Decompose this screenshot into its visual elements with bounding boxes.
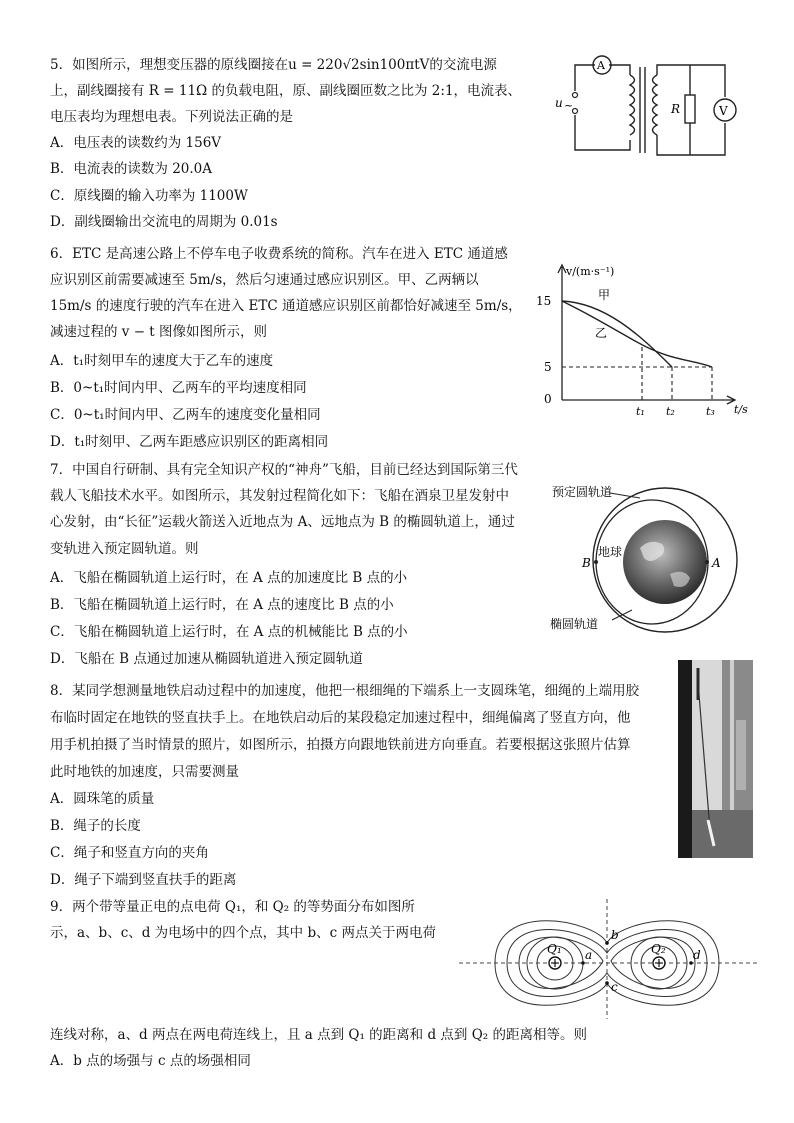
q8-stem-line2: 布临时固定在地铁的竖直扶手上。在地铁启动后的某段稳定加速过程中，细绳偏离了竖直方向，他 (50, 710, 631, 726)
q7-stem-line2: 载人飞船技术水平。如图所示，其发射过程简化如下：飞船在酒泉卫星发射中 (50, 488, 509, 504)
q7-option-b[interactable]: B．飞船在椭圆轨道上运行时，在 A 点的速度比 B 点的小 (50, 597, 394, 613)
x-tick-t1: t₁ (636, 405, 645, 418)
point-b-label: b (611, 928, 619, 942)
series-jia-curve (562, 301, 672, 367)
q9-stem-line1: 9．两个带等量正电的点电荷 Q₁，和 Q₂ 的等势面分布如图所 (50, 899, 415, 915)
q5-option-b[interactable]: B．电流表的读数为 20.0A (50, 161, 213, 177)
q7-stem-line4: 变轨进入预定圆轨道。则 (50, 541, 199, 557)
q7-option-c[interactable]: C．飞船在椭圆轨道上运行时，在 A 点的机械能比 B 点的小 (50, 624, 408, 640)
q6-option-c[interactable]: C．0~t₁时间内甲、乙两车的速度变化量相同 (50, 407, 321, 423)
q9-option-a[interactable]: A．b 点的场强与 c 点的场强相同 (50, 1053, 251, 1069)
subway-photo (678, 660, 753, 858)
q5-stem-line2: 上，副线圈接有 R = 11Ω 的负载电阻，原、副线圈匝数之比为 2:1，电流表、 (50, 83, 522, 99)
q5-option-a[interactable]: A．电压表的读数约为 156V (50, 135, 222, 151)
q8-option-a[interactable]: A．圆珠笔的质量 (50, 791, 155, 807)
q6-option-b[interactable]: B．0~t₁时间内甲、乙两车的平均速度相同 (50, 380, 307, 396)
q5-stem-line1: 5．如图所示，理想变压器的原线圈接在u = 220√2sin100πtV的交流电源 (50, 57, 497, 73)
resistor-label: R (671, 102, 681, 116)
series-jia-label: 甲 (598, 288, 611, 302)
y-tick-5: 5 (544, 360, 552, 374)
q8-stem-line4: 此时地铁的加速度，只需要测量 (50, 764, 239, 780)
q2-label: Q₂ (651, 942, 666, 956)
y-tick-0: 0 (544, 392, 552, 406)
source-label: u (555, 96, 563, 110)
q1-label: Q₁ (547, 942, 562, 956)
earth-image (623, 520, 707, 604)
point-b-label: B (582, 556, 591, 570)
q7-option-a[interactable]: A．飞船在椭圆轨道上运行时，在 A 点的加速度比 B 点的小 (50, 570, 408, 586)
q6-stem-line1: 6．ETC 是高速公路上不停车电子收费系统的简称。汽车在进入 ETC 通道感 (50, 246, 508, 262)
circle-orbit-label: 预定圆轨道 (552, 485, 613, 499)
equipotential-figure (455, 895, 760, 1023)
q6-option-a[interactable]: A．t₁时刻甲车的速度大于乙车的速度 (50, 353, 274, 369)
q7-stem-line3: 心发射，由“长征”运载火箭送入近地点为 A、远地点为 B 的椭圆轨道上，通过 (50, 514, 515, 530)
q5-option-d[interactable]: D．副线圈输出交流电的周期为 0.01s (50, 214, 278, 230)
q6-stem-line3: 15m/s 的速度行驶的汽车在进入 ETC 通道感应识别区前都恰好减速至 5m/s， (50, 298, 522, 314)
ellipse-orbit-label: 椭圆轨道 (550, 617, 599, 631)
q5-option-c[interactable]: C．原线圈的输入功率为 1100W (50, 188, 248, 204)
q6-stem-line2: 应识别区前需要减速至 5m/s，然后匀速通过感应识别区。甲、乙两辆以 (50, 272, 479, 288)
transformer-circuit-figure (535, 45, 760, 160)
q8-stem-line1: 8．某同学想测量地铁启动过程中的加速度，他把一根细绳的下端系上一支圆珠笔，细绳的上端用胶 (50, 683, 640, 699)
point-a-label: a (585, 948, 593, 962)
svg-text:~: ~ (564, 99, 574, 112)
q8-option-b[interactable]: B．绳子的长度 (50, 818, 141, 834)
q7-option-d[interactable]: D．飞船在 B 点通过加速从椭圆轨道进入预定圆轨道 (50, 651, 363, 667)
point-a-label: A (712, 556, 721, 570)
q6-stem-line4: 减速过程的 v − t 图像如图所示，则 (50, 324, 268, 340)
q6-option-d[interactable]: D．t₁时刻甲、乙两车距感应识别区的距离相同 (50, 434, 329, 450)
q8-stem-line3: 用手机拍摄了当时情景的照片，如图所示，拍摄方向跟地铁前进方向垂直。若要根据这张照片估算 (50, 737, 631, 753)
x-axis-label: t/s (734, 403, 748, 416)
orbit-figure (540, 478, 760, 638)
x-tick-t2: t₂ (666, 405, 675, 418)
y-axis-label: v/(m·s⁻¹) (566, 265, 615, 278)
ammeter-label: A (597, 59, 605, 72)
earth-label: 地球 (598, 545, 623, 559)
q8-option-c[interactable]: C．绳子和竖直方向的夹角 (50, 845, 209, 861)
series-yi-label: 乙 (595, 326, 608, 340)
vt-chart (530, 255, 760, 420)
q7-stem-line1: 7．中国自行研制、具有完全知识产权的“神舟”飞船，目前已经达到国际第三代 (50, 462, 518, 478)
y-tick-15: 15 (536, 294, 552, 308)
q8-option-d[interactable]: D．绳子下端到竖直扶手的距离 (50, 872, 237, 888)
x-tick-t3: t₃ (706, 405, 715, 418)
q9-stem-line2: 示，a、b、c、d 为电场中的四个点，其中 b、c 两点关于两电荷 (50, 925, 436, 941)
q9-stem-line3: 连线对称，a、d 两点在两电荷连线上，且 a 点到 Q₁ 的距离和 d 点到 Q₂ 的距离相等。则 (50, 1027, 587, 1043)
q5-stem-line3: 电压表均为理想电表。下列说法正确的是 (50, 109, 293, 125)
point-c-label: c (611, 980, 618, 994)
voltmeter-label: V (719, 104, 728, 118)
point-d-label: d (693, 948, 701, 962)
